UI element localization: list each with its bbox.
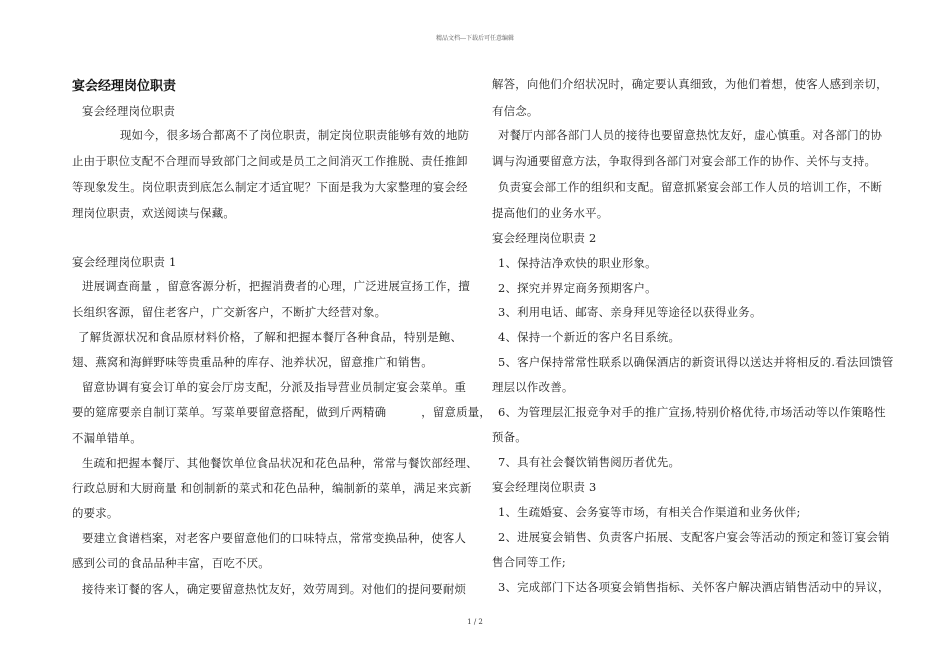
paragraph-line: 有信念。 [492, 104, 539, 118]
paragraph-line: 解答，向他们介绍状况时，确定要认真细致，为他们着想，使客人感到亲切， [492, 77, 888, 91]
paragraph-line: 要的筵席要亲自制订菜单。写菜单要留意搭配，做到斤两精确 ，留意质量， [72, 405, 492, 419]
paragraph-line: 进展调查商量 ，留意客源分析，把握消费者的心理，广泛进展宣扬工作，擅 [82, 279, 471, 293]
list-item: 5、客户保持常常性联系以确保酒店的新资讯得以送达并将相反的.看法回馈管 [498, 355, 894, 369]
list-item: 2、探究并界定商务预期客户。 [498, 281, 657, 295]
section-heading: 宴会经理岗位职责 1 [72, 255, 177, 269]
list-item-continuation: 售合同等工作; [492, 555, 566, 569]
paragraph-line: 了解货源状况和食品原材料价格，了解和把握本餐厅各种食品，特别是鲍、 [78, 330, 463, 344]
list-item: 7、具有社会餐饮销售阅历者优先。 [498, 455, 681, 469]
paragraph-line: 等现象发生。岗位职责到底怎么制定才适宜呢？下面是我为大家整理的宴会经 [72, 180, 468, 194]
paragraph-line: 生疏和把握本餐厅、其他餐饮单位食品状况和花色品种，常常与餐饮部经理、 [82, 456, 478, 470]
paragraph-line: 止由于职位支配不合理而导致部门之间或是员工之间消灭工作推脱、责任推卸 [72, 154, 468, 168]
paragraph-line: 提高他们的业务水平。 [492, 206, 609, 220]
paragraph-line: 现如今，很多场合都离不了岗位职责，制定岗位职责能够有效的地防 [120, 128, 470, 142]
section-heading: 宴会经理岗位职责 3 [492, 480, 597, 494]
paragraph-line: 负责宴会部工作的组织和支配。留意抓紧宴会部工作人员的培训工作，不断 [498, 180, 883, 194]
document-title: 宴会经理岗位职责 [72, 79, 177, 94]
paragraph-line: 感到公司的食品品种丰富，百吃不厌。 [72, 556, 270, 570]
paragraph-line: 行政总厨和大厨商量 和创制新的菜式和花色品种，编制新的菜单，满足来宾新 [72, 481, 472, 495]
paragraph-line: 对餐厅内部各部门人员的接待也要留意热忱友好，虚心慎重。对各部门的协 [498, 128, 883, 142]
list-item-continuation: 理层以作改善。 [492, 380, 574, 394]
document-subtitle: 宴会经理岗位职责 [82, 104, 176, 118]
list-item: 1、生疏婚宴、会务宴等市场，有相关合作渠道和业务伙伴; [498, 505, 801, 519]
paragraph-line: 翅、燕窝和海鲜野味等贵重品种的库存、池养状况，留意推广和销售。 [72, 355, 433, 369]
list-item: 4、保持一个新近的客户名目系统。 [498, 330, 681, 344]
page-number: 1 / 2 [467, 618, 483, 626]
paragraph-line: 调与沟通要留意方法，争取得到各部门对宴会部工作的协作、关怀与支持。 [492, 154, 877, 168]
list-item: 1、保持洁净欢快的职业形象。 [498, 256, 657, 270]
list-item-continuation: 预备。 [492, 430, 527, 444]
list-item: 3、完成部门下达各项宴会销售指标、关怀客户解决酒店销售活动中的异议， [498, 580, 890, 594]
list-item: 2、进展宴会销售、负责客户拓展、支配客户宴会等活动的预定和签订宴会销 [498, 530, 890, 544]
paragraph-line: 接待来订餐的客人，确定要留意热忱友好，效劳周到。对他们的提问要耐烦 [82, 582, 467, 596]
paragraph-line: 理岗位职责，欢送阅读与保藏。 [72, 206, 235, 220]
paragraph-line: 要建立食谱档案，对老客户要留意他们的口味特点，常常变换品种，使客人 [82, 531, 467, 545]
paragraph-line: 留意协调有宴会订单的宴会厅房支配，分派及指导营业员制定宴会菜单。重 [82, 380, 467, 394]
paragraph-line: 不漏单错单。 [72, 431, 142, 445]
paragraph-line: 的要求。 [72, 506, 119, 520]
section-heading: 宴会经理岗位职责 2 [492, 231, 597, 245]
paragraph-line: 长组织客源，留住老客户，广交新客户，不断扩大经营对象。 [72, 305, 387, 319]
page-header: 精品文档---下载后可任意编辑 [435, 35, 515, 42]
list-item: 3、利用电话、邮寄、亲身拜见等途径以获得业务。 [498, 305, 762, 319]
list-item: 6、为管理层汇报竞争对手的推广宣扬,特别价格优待,市场活动等以作策略性 [498, 405, 886, 419]
